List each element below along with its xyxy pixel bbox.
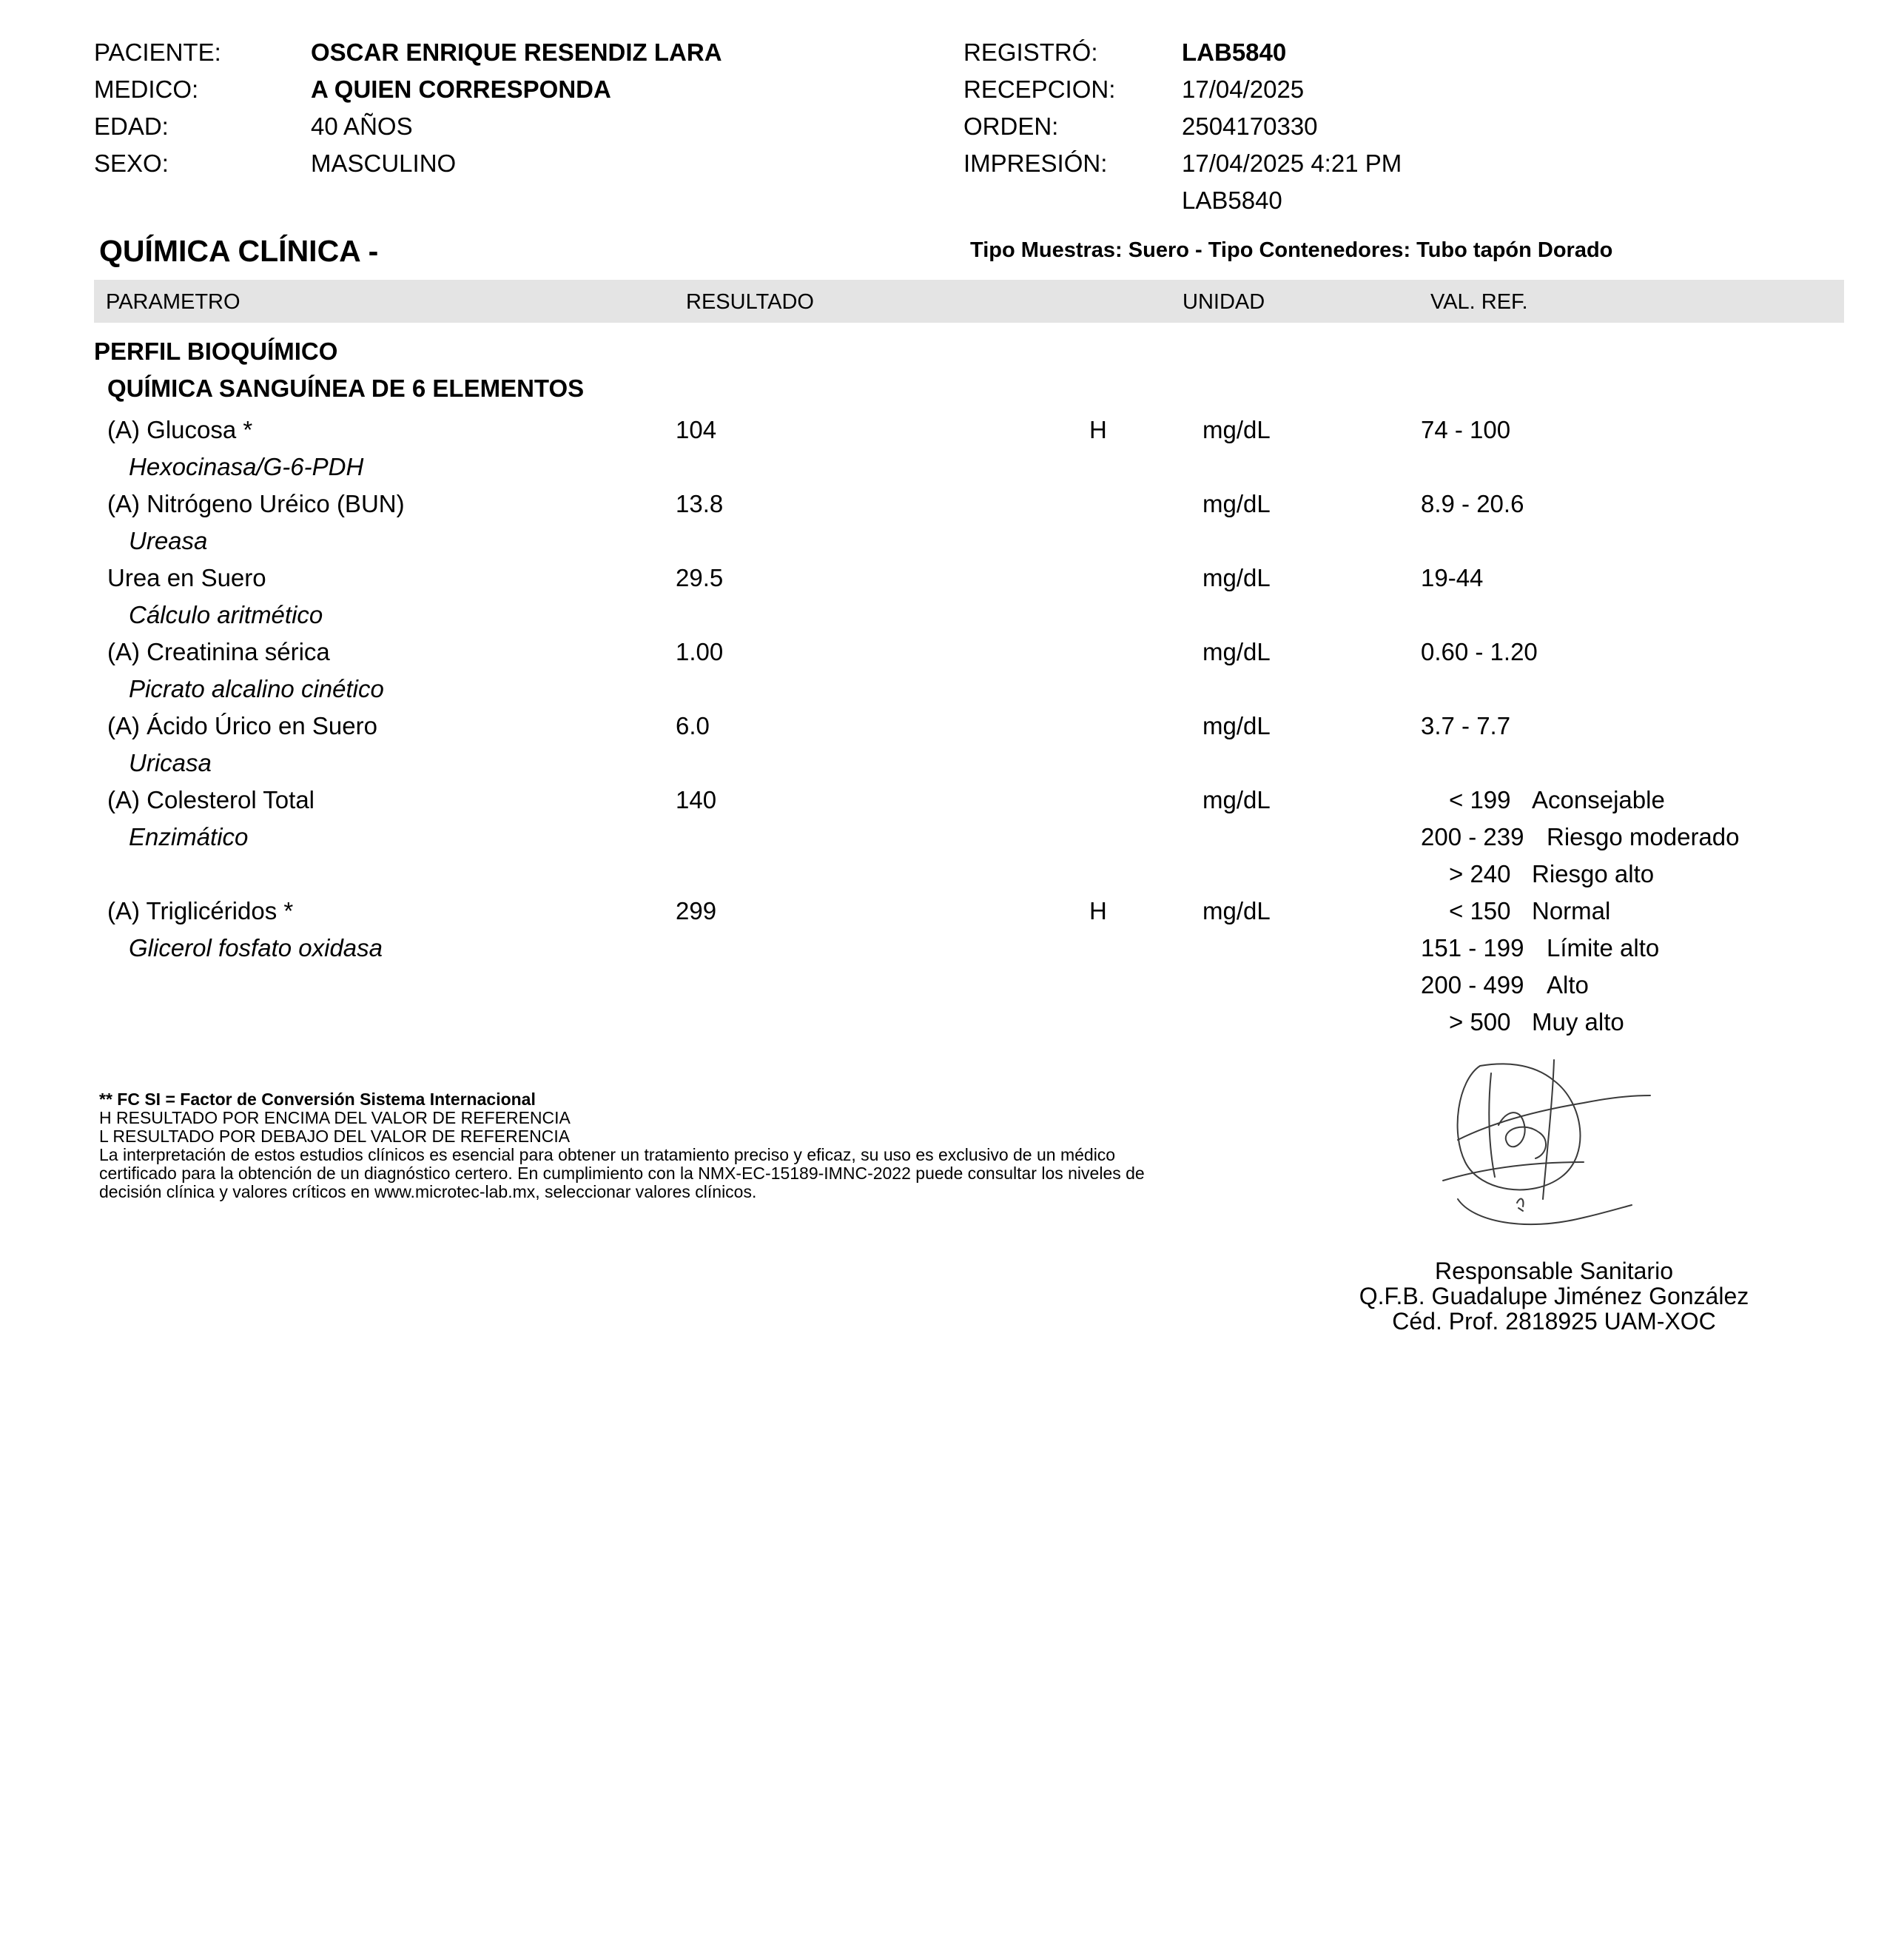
test-name: Urea en Suero — [107, 564, 266, 591]
ref-label: Riesgo alto — [1532, 860, 1655, 887]
note-l: L RESULTADO POR DEBAJO DEL VALOR DE REFERENCIA — [99, 1127, 571, 1146]
test-name: (A) Nitrógeno Uréico (BUN) — [107, 490, 405, 517]
ref-range: < 150 — [1449, 897, 1511, 924]
subprofile-title: QUÍMICA SANGUÍNEA DE 6 ELEMENTOS — [107, 375, 585, 402]
value-registro: LAB5840 — [1182, 38, 1287, 66]
sample-info: Tipo Muestras: Suero - Tipo Contenedores: Tubo tapón Dorado — [970, 238, 1613, 262]
disclaimer-line: decisión clínica y valores críticos en www.microtec-lab.mx, seleccionar valores clínicos. — [99, 1182, 757, 1201]
test-flag: H — [1089, 416, 1107, 443]
test-unit: mg/dL — [1202, 786, 1271, 813]
test-method: Cálculo aritmético — [129, 601, 323, 628]
test-unit: mg/dL — [1202, 712, 1271, 739]
label-recepcion: RECEPCION: — [963, 75, 1116, 103]
ref-label: Alto — [1547, 971, 1589, 999]
col-val-ref: VAL. REF. — [1430, 290, 1528, 314]
ref-label: Aconsejable — [1532, 786, 1665, 813]
signature-image — [1436, 1051, 1658, 1236]
test-unit: mg/dL — [1202, 564, 1271, 591]
value-sexo: MASCULINO — [311, 150, 457, 177]
ref-range: > 500 — [1449, 1008, 1511, 1036]
test-method: Glicerol fosfato oxidasa — [129, 934, 383, 961]
section-title: QUÍMICA CLÍNICA - — [99, 234, 379, 268]
test-name: (A) Creatinina sérica — [107, 638, 330, 665]
ref-range: 8.9 - 20.6 — [1421, 490, 1524, 517]
value-medico: A QUIEN CORRESPONDA — [311, 75, 611, 103]
test-result: 140 — [676, 786, 717, 813]
signature-cedula: Céd. Prof. 2818925 UAM-XOC — [1392, 1308, 1716, 1335]
ref-range: 200 - 499 — [1421, 971, 1524, 999]
test-method: Hexocinasa/G-6-PDH — [129, 453, 364, 480]
disclaimer-line: La interpretación de estos estudios clínicos es esencial para obtener un tratamiento preciso y eficaz, su uso es exclusivo de un médico — [99, 1145, 1116, 1164]
label-sexo: SEXO: — [94, 150, 169, 177]
test-method: Enzimático — [129, 823, 249, 850]
test-name: (A) Colesterol Total — [107, 786, 315, 813]
disclaimer-line: certificado para la obtención de un diagnóstico certero. En cumplimiento con la NMX-EC-15189-IMNC-2022 puede consultar los niveles de — [99, 1164, 1145, 1183]
ref-range: 19-44 — [1421, 564, 1484, 591]
label-impresion: IMPRESIÓN: — [963, 150, 1108, 177]
ref-range: 0.60 - 1.20 — [1421, 638, 1538, 665]
test-result: 1.00 — [676, 638, 724, 665]
value-lab-code: LAB5840 — [1182, 187, 1282, 214]
test-result: 13.8 — [676, 490, 724, 517]
ref-range: 74 - 100 — [1421, 416, 1511, 443]
test-unit: mg/dL — [1202, 416, 1271, 443]
note-h: H RESULTADO POR ENCIMA DEL VALOR DE REFERENCIA — [99, 1108, 571, 1127]
ref-label: Riesgo moderado — [1547, 823, 1740, 850]
test-unit: mg/dL — [1202, 638, 1271, 665]
label-medico: MEDICO: — [94, 75, 199, 103]
test-result: 6.0 — [676, 712, 710, 739]
signature-role: Responsable Sanitario — [1435, 1258, 1673, 1284]
test-method: Ureasa — [129, 527, 208, 554]
note-fc-si: ** FC SI = Factor de Conversión Sistema Internacional — [99, 1090, 536, 1109]
value-orden: 2504170330 — [1182, 113, 1318, 140]
label-registro: REGISTRÓ: — [963, 38, 1098, 66]
ref-range: > 240 — [1449, 860, 1511, 887]
test-unit: mg/dL — [1202, 490, 1271, 517]
label-edad: EDAD: — [94, 113, 169, 140]
value-recepcion: 17/04/2025 — [1182, 75, 1305, 103]
value-paciente: OSCAR ENRIQUE RESENDIZ LARA — [311, 38, 722, 66]
test-result: 29.5 — [676, 564, 724, 591]
profile-title: PERFIL BIOQUÍMICO — [94, 338, 338, 365]
ref-range: 3.7 - 7.7 — [1421, 712, 1511, 739]
ref-range: < 199 — [1449, 786, 1511, 813]
notes — [99, 1090, 1145, 1201]
ref-range: 151 - 199 — [1421, 934, 1524, 961]
test-flag: H — [1089, 897, 1107, 924]
test-result: 104 — [676, 416, 717, 443]
test-result: 299 — [676, 897, 717, 924]
ref-label: Límite alto — [1547, 934, 1660, 961]
value-impresion: 17/04/2025 4:21 PM — [1182, 150, 1402, 177]
ref-range: 200 - 239 — [1421, 823, 1524, 850]
test-method: Picrato alcalino cinético — [129, 675, 384, 702]
column-header-bar — [94, 280, 1844, 323]
label-orden: ORDEN: — [963, 113, 1059, 140]
col-unidad: UNIDAD — [1183, 290, 1265, 314]
ref-label: Normal — [1532, 897, 1611, 924]
ref-label: Muy alto — [1532, 1008, 1624, 1036]
signature-name: Q.F.B. Guadalupe Jiménez González — [1359, 1283, 1749, 1309]
col-resultado: RESULTADO — [686, 290, 814, 314]
col-parametro: PARAMETRO — [106, 290, 240, 314]
value-edad: 40 AÑOS — [311, 113, 413, 140]
test-name: (A) Ácido Úrico en Suero — [107, 712, 377, 739]
test-method: Uricasa — [129, 749, 212, 776]
test-name: (A) Glucosa * — [107, 416, 253, 443]
test-unit: mg/dL — [1202, 897, 1271, 924]
signature-block — [1295, 1258, 1813, 1334]
label-paciente: PACIENTE: — [94, 38, 221, 66]
test-name: (A) Triglicéridos * — [107, 897, 294, 924]
